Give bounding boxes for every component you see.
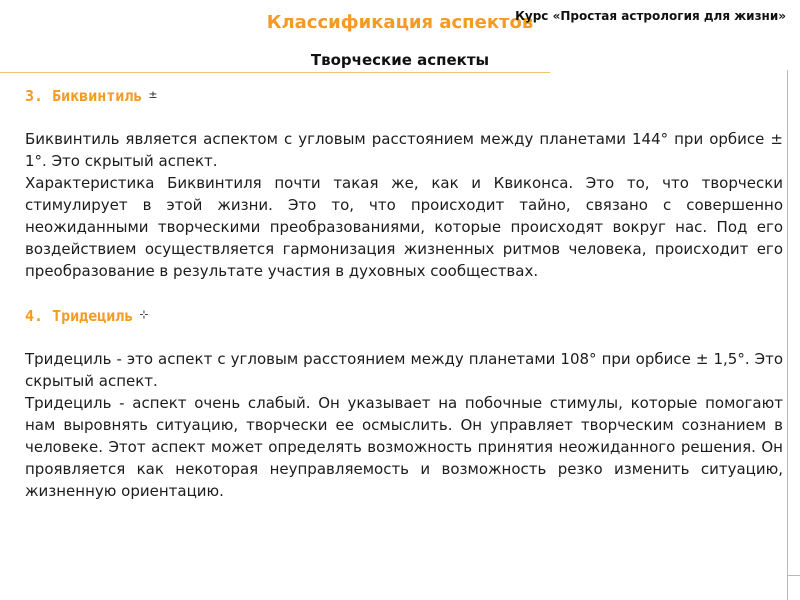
corner-line [787, 575, 800, 576]
paragraph: Биквинтиль является аспектом с угловым расстоянием между планетами 144° при орбисе ± 1°. Это скрытый аспект. [25, 130, 783, 170]
header-divider [0, 72, 550, 73]
course-name: Курс «Простая астрология для жизни» [515, 9, 786, 23]
section-tridecile [25, 304, 783, 502]
slide-content [25, 84, 783, 502]
section-heading [25, 304, 783, 326]
right-border-line [787, 70, 788, 600]
page-subtitle: Творческие аспекты [310, 51, 490, 69]
tridecile-symbol-icon: ⊹ [139, 308, 149, 321]
page-title: Классификация аспектов [266, 12, 534, 33]
paragraph: Тридециль - аспект очень слабый. Он указывает на побочные стимулы, которые помогают нам выровнять ситуацию, творчески ее осмыслить. Он управляет творческим сознанием в человеке. Этот аспект может определять возможность принятия неожиданного решения. Он проявляется как некоторая неуправляемость и возможность резко изменить ситуацию, жизненную ориентацию. [25, 394, 783, 500]
section-heading-text: 3. Биквинтиль [25, 87, 143, 105]
paragraph: Тридециль - это аспект с угловым расстоянием между планетами 108° при орбисе ± 1,5°. Это скрытый аспект. [25, 350, 783, 390]
section-heading [25, 84, 783, 106]
paragraph: Характеристика Биквинтиля почти такая же, как и Квиконса. Это то, что творчески стимулирует в этой жизни. Это то, что происходит тайно, связано с совершенно неожиданными творческими преобразованиями, которые происходят вокруг нас. Под его воздействием осуществляется гармонизация жизненных ритмов человека, происходит его преобразование в результате участия в духовных сообществах. [25, 174, 783, 280]
section-biquintile [25, 84, 783, 282]
biquintile-symbol-icon: ± [148, 88, 158, 101]
section-heading-text: 4. Тридециль [25, 307, 134, 325]
